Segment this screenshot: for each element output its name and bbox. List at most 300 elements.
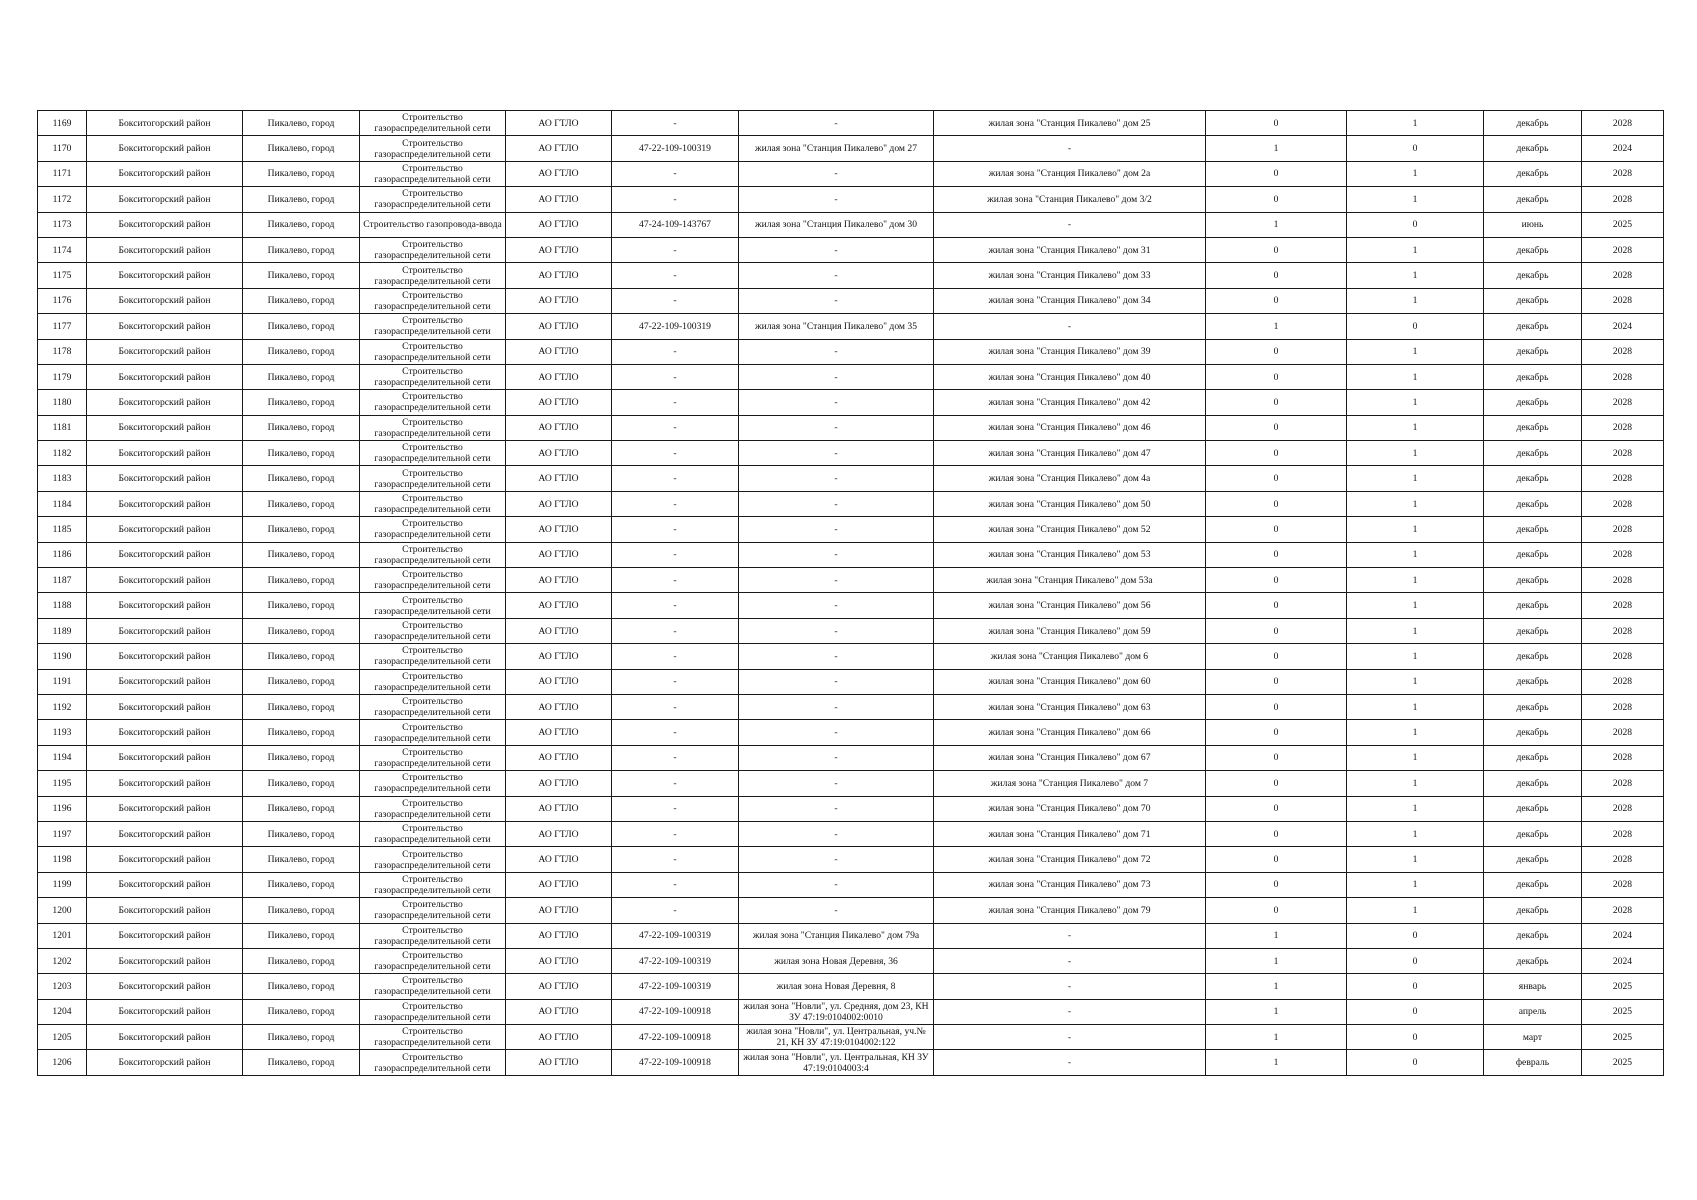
year-cell: 2028 (1582, 390, 1664, 415)
object-address-cell: жилая зона "Станция Пикалево" дом 35 (739, 314, 934, 339)
count-a-cell: 1 (1206, 923, 1347, 948)
year-cell: 2028 (1582, 796, 1664, 821)
work-type-cell: Строительство газопровода-ввода (360, 212, 506, 237)
locality-cell: Пикалево, город (243, 517, 360, 542)
count-b-cell: 1 (1347, 771, 1484, 796)
permit-number-cell: 47-22-109-100319 (612, 136, 739, 161)
row-number-cell: 1184 (38, 491, 87, 516)
district-cell: Бокситогорский район (87, 821, 243, 846)
locality-cell: Пикалево, город (243, 212, 360, 237)
zone-address-cell: - (934, 136, 1206, 161)
district-cell: Бокситогорский район (87, 542, 243, 567)
count-a-cell: 1 (1206, 974, 1347, 999)
locality-cell: Пикалево, город (243, 669, 360, 694)
district-cell: Бокситогорский район (87, 771, 243, 796)
locality-cell: Пикалево, город (243, 898, 360, 923)
organization-cell: АО ГТЛО (506, 441, 612, 466)
zone-address-cell: жилая зона "Станция Пикалево" дом 50 (934, 491, 1206, 516)
object-address-cell: - (739, 517, 934, 542)
table-row (38, 288, 1664, 313)
permit-number-cell: - (612, 745, 739, 770)
month-cell: декабрь (1484, 796, 1582, 821)
month-cell: декабрь (1484, 745, 1582, 770)
district-cell: Бокситогорский район (87, 974, 243, 999)
object-address-cell: - (739, 796, 934, 821)
month-cell: декабрь (1484, 390, 1582, 415)
work-type-cell: Строительство газораспределительной сети (360, 441, 506, 466)
row-number-cell: 1177 (38, 314, 87, 339)
work-type-cell: Строительство газораспределительной сети (360, 745, 506, 770)
permit-number-cell: - (612, 618, 739, 643)
count-b-cell: 0 (1347, 1025, 1484, 1050)
zone-address-cell: жилая зона "Станция Пикалево" дом 70 (934, 796, 1206, 821)
row-number-cell: 1187 (38, 568, 87, 593)
organization-cell: АО ГТЛО (506, 288, 612, 313)
permit-number-cell: 47-22-109-100918 (612, 999, 739, 1024)
zone-address-cell: - (934, 1025, 1206, 1050)
district-cell: Бокситогорский район (87, 745, 243, 770)
count-a-cell: 0 (1206, 568, 1347, 593)
month-cell: декабрь (1484, 669, 1582, 694)
organization-cell: АО ГТЛО (506, 491, 612, 516)
organization-cell: АО ГТЛО (506, 898, 612, 923)
year-cell: 2025 (1582, 212, 1664, 237)
permit-number-cell: - (612, 364, 739, 389)
permit-number-cell: - (612, 898, 739, 923)
count-a-cell: 0 (1206, 466, 1347, 491)
locality-cell: Пикалево, город (243, 796, 360, 821)
table-row (38, 771, 1664, 796)
row-number-cell: 1181 (38, 415, 87, 440)
locality-cell: Пикалево, город (243, 339, 360, 364)
count-a-cell: 0 (1206, 415, 1347, 440)
district-cell: Бокситогорский район (87, 1050, 243, 1075)
table-row (38, 821, 1664, 846)
permit-number-cell: - (612, 491, 739, 516)
table-row (38, 720, 1664, 745)
month-cell: декабрь (1484, 364, 1582, 389)
count-a-cell: 0 (1206, 161, 1347, 186)
zone-address-cell: жилая зона "Станция Пикалево" дом 4а (934, 466, 1206, 491)
organization-cell: АО ГТЛО (506, 593, 612, 618)
organization-cell: АО ГТЛО (506, 821, 612, 846)
table-row (38, 1025, 1664, 1050)
zone-address-cell: жилая зона "Станция Пикалево" дом 3/2 (934, 187, 1206, 212)
district-cell: Бокситогорский район (87, 288, 243, 313)
row-number-cell: 1196 (38, 796, 87, 821)
month-cell: декабрь (1484, 187, 1582, 212)
work-type-cell: Строительство газораспределительной сети (360, 948, 506, 973)
count-a-cell: 0 (1206, 288, 1347, 313)
row-number-cell: 1191 (38, 669, 87, 694)
object-address-cell: - (739, 187, 934, 212)
work-type-cell: Строительство газораспределительной сети (360, 136, 506, 161)
year-cell: 2028 (1582, 872, 1664, 897)
district-cell: Бокситогорский район (87, 593, 243, 618)
count-b-cell: 1 (1347, 618, 1484, 643)
work-type-cell: Строительство газораспределительной сети (360, 999, 506, 1024)
row-number-cell: 1186 (38, 542, 87, 567)
object-address-cell: - (739, 441, 934, 466)
row-number-cell: 1193 (38, 720, 87, 745)
row-number-cell: 1197 (38, 821, 87, 846)
work-type-cell: Строительство газораспределительной сети (360, 593, 506, 618)
year-cell: 2028 (1582, 694, 1664, 719)
year-cell: 2028 (1582, 593, 1664, 618)
year-cell: 2028 (1582, 364, 1664, 389)
district-cell: Бокситогорский район (87, 999, 243, 1024)
count-b-cell: 1 (1347, 568, 1484, 593)
object-address-cell: - (739, 491, 934, 516)
organization-cell: АО ГТЛО (506, 517, 612, 542)
permit-number-cell: - (612, 644, 739, 669)
organization-cell: АО ГТЛО (506, 872, 612, 897)
year-cell: 2028 (1582, 491, 1664, 516)
zone-address-cell: жилая зона "Станция Пикалево" дом 66 (934, 720, 1206, 745)
work-type-cell: Строительство газораспределительной сети (360, 898, 506, 923)
permit-number-cell: - (612, 847, 739, 872)
month-cell: декабрь (1484, 288, 1582, 313)
zone-address-cell: жилая зона "Станция Пикалево" дом 59 (934, 618, 1206, 643)
work-type-cell: Строительство газораспределительной сети (360, 796, 506, 821)
work-type-cell: Строительство газораспределительной сети (360, 669, 506, 694)
object-address-cell: - (739, 542, 934, 567)
work-type-cell: Строительство газораспределительной сети (360, 771, 506, 796)
count-a-cell: 0 (1206, 669, 1347, 694)
year-cell: 2028 (1582, 821, 1664, 846)
zone-address-cell: жилая зона "Станция Пикалево" дом 6 (934, 644, 1206, 669)
table-row (38, 314, 1664, 339)
organization-cell: АО ГТЛО (506, 568, 612, 593)
row-number-cell: 1202 (38, 948, 87, 973)
organization-cell: АО ГТЛО (506, 339, 612, 364)
permit-number-cell: 47-24-109-143767 (612, 212, 739, 237)
work-type-cell: Строительство газораспределительной сети (360, 161, 506, 186)
count-a-cell: 1 (1206, 948, 1347, 973)
table-row (38, 263, 1664, 288)
table-row (38, 923, 1664, 948)
work-type-cell: Строительство газораспределительной сети (360, 466, 506, 491)
permit-number-cell: 47-22-109-100918 (612, 1025, 739, 1050)
district-cell: Бокситогорский район (87, 441, 243, 466)
count-a-cell: 0 (1206, 339, 1347, 364)
count-a-cell: 0 (1206, 263, 1347, 288)
object-address-cell: - (739, 872, 934, 897)
object-address-cell: - (739, 745, 934, 770)
organization-cell: АО ГТЛО (506, 364, 612, 389)
zone-address-cell: жилая зона "Станция Пикалево" дом 34 (934, 288, 1206, 313)
district-cell: Бокситогорский район (87, 212, 243, 237)
count-b-cell: 1 (1347, 669, 1484, 694)
organization-cell: АО ГТЛО (506, 974, 612, 999)
locality-cell: Пикалево, город (243, 111, 360, 136)
count-a-cell: 1 (1206, 136, 1347, 161)
table-row (38, 542, 1664, 567)
locality-cell: Пикалево, город (243, 872, 360, 897)
count-b-cell: 1 (1347, 415, 1484, 440)
row-number-cell: 1173 (38, 212, 87, 237)
count-b-cell: 1 (1347, 796, 1484, 821)
zone-address-cell: жилая зона "Станция Пикалево" дом 73 (934, 872, 1206, 897)
month-cell: январь (1484, 974, 1582, 999)
work-type-cell: Строительство газораспределительной сети (360, 872, 506, 897)
locality-cell: Пикалево, город (243, 694, 360, 719)
row-number-cell: 1200 (38, 898, 87, 923)
district-cell: Бокситогорский район (87, 568, 243, 593)
object-address-cell: - (739, 720, 934, 745)
permit-number-cell: - (612, 568, 739, 593)
district-cell: Бокситогорский район (87, 669, 243, 694)
permit-number-cell: - (612, 872, 739, 897)
count-b-cell: 1 (1347, 390, 1484, 415)
year-cell: 2028 (1582, 466, 1664, 491)
permit-number-cell: - (612, 720, 739, 745)
locality-cell: Пикалево, город (243, 923, 360, 948)
permit-number-cell: - (612, 288, 739, 313)
row-number-cell: 1206 (38, 1050, 87, 1075)
object-address-cell: - (739, 694, 934, 719)
zone-address-cell: жилая зона "Станция Пикалево" дом 47 (934, 441, 1206, 466)
month-cell: февраль (1484, 1050, 1582, 1075)
month-cell: декабрь (1484, 694, 1582, 719)
district-cell: Бокситогорский район (87, 466, 243, 491)
organization-cell: АО ГТЛО (506, 847, 612, 872)
district-cell: Бокситогорский район (87, 339, 243, 364)
count-a-cell: 0 (1206, 796, 1347, 821)
year-cell: 2028 (1582, 720, 1664, 745)
district-cell: Бокситогорский район (87, 187, 243, 212)
count-a-cell: 0 (1206, 618, 1347, 643)
row-number-cell: 1170 (38, 136, 87, 161)
object-address-cell: - (739, 593, 934, 618)
row-number-cell: 1203 (38, 974, 87, 999)
object-address-cell: - (739, 390, 934, 415)
table-row (38, 415, 1664, 440)
month-cell: декабрь (1484, 339, 1582, 364)
row-number-cell: 1190 (38, 644, 87, 669)
organization-cell: АО ГТЛО (506, 999, 612, 1024)
object-address-cell: жилая зона "Новли", ул. Средняя, дом 23, КН ЗУ 47:19:0104002:0010 (739, 999, 934, 1024)
month-cell: декабрь (1484, 466, 1582, 491)
district-cell: Бокситогорский район (87, 898, 243, 923)
year-cell: 2028 (1582, 161, 1664, 186)
table-row (38, 644, 1664, 669)
work-type-cell: Строительство газораспределительной сети (360, 288, 506, 313)
object-address-cell: жилая зона "Станция Пикалево" дом 30 (739, 212, 934, 237)
object-address-cell: - (739, 618, 934, 643)
table-row (38, 694, 1664, 719)
organization-cell: АО ГТЛО (506, 923, 612, 948)
district-cell: Бокситогорский район (87, 491, 243, 516)
district-cell: Бокситогорский район (87, 923, 243, 948)
work-type-cell: Строительство газораспределительной сети (360, 618, 506, 643)
permit-number-cell: - (612, 593, 739, 618)
object-address-cell: - (739, 237, 934, 262)
zone-address-cell: жилая зона "Станция Пикалево" дом 52 (934, 517, 1206, 542)
year-cell: 2028 (1582, 415, 1664, 440)
zone-address-cell: жилая зона "Станция Пикалево" дом 31 (934, 237, 1206, 262)
count-b-cell: 1 (1347, 237, 1484, 262)
month-cell: декабрь (1484, 491, 1582, 516)
district-cell: Бокситогорский район (87, 364, 243, 389)
work-type-cell: Строительство газораспределительной сети (360, 187, 506, 212)
year-cell: 2025 (1582, 999, 1664, 1024)
count-b-cell: 1 (1347, 872, 1484, 897)
count-b-cell: 1 (1347, 263, 1484, 288)
table-row (38, 847, 1664, 872)
organization-cell: АО ГТЛО (506, 644, 612, 669)
row-number-cell: 1183 (38, 466, 87, 491)
zone-address-cell: жилая зона "Станция Пикалево" дом 72 (934, 847, 1206, 872)
month-cell: декабрь (1484, 111, 1582, 136)
count-b-cell: 0 (1347, 948, 1484, 973)
count-b-cell: 1 (1347, 288, 1484, 313)
count-b-cell: 1 (1347, 364, 1484, 389)
year-cell: 2028 (1582, 339, 1664, 364)
count-b-cell: 1 (1347, 339, 1484, 364)
count-b-cell: 1 (1347, 644, 1484, 669)
zone-address-cell: жилая зона "Станция Пикалево" дом 67 (934, 745, 1206, 770)
count-b-cell: 1 (1347, 466, 1484, 491)
table-row (38, 390, 1664, 415)
object-address-cell: жилая зона "Станция Пикалево" дом 27 (739, 136, 934, 161)
count-a-cell: 0 (1206, 364, 1347, 389)
organization-cell: АО ГТЛО (506, 415, 612, 440)
count-a-cell: 0 (1206, 517, 1347, 542)
row-number-cell: 1205 (38, 1025, 87, 1050)
permit-number-cell: 47-22-109-100918 (612, 1050, 739, 1075)
month-cell: декабрь (1484, 263, 1582, 288)
work-type-cell: Строительство газораспределительной сети (360, 720, 506, 745)
table-row (38, 796, 1664, 821)
locality-cell: Пикалево, город (243, 466, 360, 491)
count-b-cell: 0 (1347, 923, 1484, 948)
organization-cell: АО ГТЛО (506, 1025, 612, 1050)
district-cell: Бокситогорский район (87, 136, 243, 161)
object-address-cell: жилая зона Новая Деревня, 36 (739, 948, 934, 973)
work-type-cell: Строительство газораспределительной сети (360, 1050, 506, 1075)
table-row (38, 237, 1664, 262)
organization-cell: АО ГТЛО (506, 948, 612, 973)
row-number-cell: 1198 (38, 847, 87, 872)
district-cell: Бокситогорский район (87, 263, 243, 288)
year-cell: 2028 (1582, 237, 1664, 262)
count-a-cell: 0 (1206, 390, 1347, 415)
year-cell: 2028 (1582, 568, 1664, 593)
month-cell: декабрь (1484, 593, 1582, 618)
month-cell: декабрь (1484, 923, 1582, 948)
month-cell: декабрь (1484, 237, 1582, 262)
organization-cell: АО ГТЛО (506, 745, 612, 770)
year-cell: 2025 (1582, 1025, 1664, 1050)
row-number-cell: 1174 (38, 237, 87, 262)
permit-number-cell: - (612, 669, 739, 694)
locality-cell: Пикалево, город (243, 161, 360, 186)
table-row (38, 187, 1664, 212)
district-cell: Бокситогорский район (87, 796, 243, 821)
zone-address-cell: жилая зона "Станция Пикалево" дом 7 (934, 771, 1206, 796)
row-number-cell: 1201 (38, 923, 87, 948)
year-cell: 2024 (1582, 923, 1664, 948)
organization-cell: АО ГТЛО (506, 618, 612, 643)
object-address-cell: - (739, 669, 934, 694)
document-sheet (37, 110, 1663, 1076)
object-address-cell: - (739, 415, 934, 440)
zone-address-cell: жилая зона "Станция Пикалево" дом 56 (934, 593, 1206, 618)
object-address-cell: - (739, 161, 934, 186)
object-address-cell: - (739, 339, 934, 364)
zone-address-cell: - (934, 212, 1206, 237)
organization-cell: АО ГТЛО (506, 187, 612, 212)
year-cell: 2028 (1582, 441, 1664, 466)
locality-cell: Пикалево, город (243, 771, 360, 796)
object-address-cell: - (739, 898, 934, 923)
organization-cell: АО ГТЛО (506, 720, 612, 745)
count-a-cell: 0 (1206, 821, 1347, 846)
organization-cell: АО ГТЛО (506, 771, 612, 796)
organization-cell: АО ГТЛО (506, 694, 612, 719)
locality-cell: Пикалево, город (243, 237, 360, 262)
row-number-cell: 1169 (38, 111, 87, 136)
month-cell: декабрь (1484, 771, 1582, 796)
count-b-cell: 0 (1347, 999, 1484, 1024)
locality-cell: Пикалево, город (243, 187, 360, 212)
object-address-cell: - (739, 288, 934, 313)
row-number-cell: 1171 (38, 161, 87, 186)
table-row (38, 161, 1664, 186)
permit-number-cell: - (612, 187, 739, 212)
work-type-cell: Строительство газораспределительной сети (360, 644, 506, 669)
month-cell: декабрь (1484, 872, 1582, 897)
work-type-cell: Строительство газораспределительной сети (360, 974, 506, 999)
zone-address-cell: жилая зона "Станция Пикалево" дом 39 (934, 339, 1206, 364)
object-address-cell: жилая зона "Станция Пикалево" дом 79а (739, 923, 934, 948)
work-type-cell: Строительство газораспределительной сети (360, 491, 506, 516)
locality-cell: Пикалево, город (243, 847, 360, 872)
year-cell: 2028 (1582, 618, 1664, 643)
table-row (38, 999, 1664, 1024)
work-type-cell: Строительство газораспределительной сети (360, 568, 506, 593)
permit-number-cell: - (612, 542, 739, 567)
work-type-cell: Строительство газораспределительной сети (360, 364, 506, 389)
locality-cell: Пикалево, город (243, 1025, 360, 1050)
zone-address-cell: жилая зона "Станция Пикалево" дом 40 (934, 364, 1206, 389)
table-row (38, 898, 1664, 923)
permit-number-cell: 47-22-109-100319 (612, 923, 739, 948)
count-a-cell: 1 (1206, 1050, 1347, 1075)
locality-cell: Пикалево, город (243, 263, 360, 288)
work-type-cell: Строительство газораспределительной сети (360, 111, 506, 136)
count-b-cell: 0 (1347, 1050, 1484, 1075)
district-cell: Бокситогорский район (87, 161, 243, 186)
month-cell: декабрь (1484, 618, 1582, 643)
year-cell: 2028 (1582, 745, 1664, 770)
count-a-cell: 1 (1206, 999, 1347, 1024)
work-type-cell: Строительство газораспределительной сети (360, 821, 506, 846)
year-cell: 2028 (1582, 263, 1664, 288)
district-cell: Бокситогорский район (87, 644, 243, 669)
table-row (38, 568, 1664, 593)
work-type-cell: Строительство газораспределительной сети (360, 517, 506, 542)
object-address-cell: жилая зона "Новли", ул. Центральная, уч.№ 21, КН ЗУ 47:19:0104002:122 (739, 1025, 934, 1050)
object-address-cell: жилая зона Новая Деревня, 8 (739, 974, 934, 999)
organization-cell: АО ГТЛО (506, 390, 612, 415)
year-cell: 2028 (1582, 517, 1664, 542)
month-cell: декабрь (1484, 314, 1582, 339)
permit-number-cell: - (612, 339, 739, 364)
object-address-cell: жилая зона "Новли", ул. Центральная, КН ЗУ 47:19:0104003:4 (739, 1050, 934, 1075)
count-a-cell: 0 (1206, 491, 1347, 516)
